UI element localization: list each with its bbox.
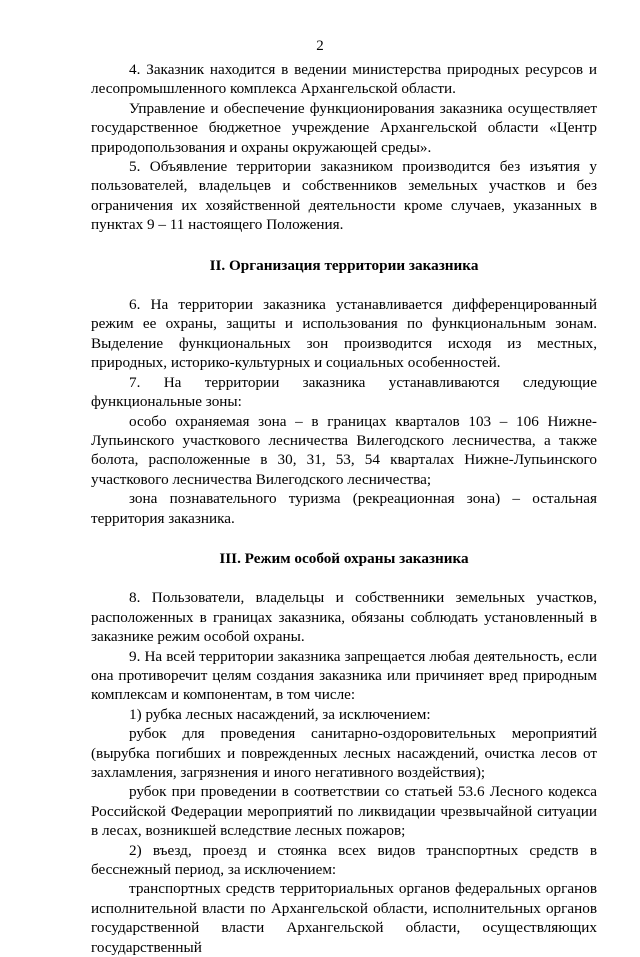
list-item-1: 1) рубка лесных насаждений, за исключением: xyxy=(129,705,431,723)
list-subitem-fire: рубок при проведении в соответствии со статьей 53.6 Лесного кодекса Российской Федерации мероприятий по ликвидации чрезвычайной ситуации в лесах, возникшей вследствие лесных пожаров; xyxy=(91,783,597,840)
paragraph-4: 4. Заказник находится в ведении министерства природных ресурсов и лесопромышленного комплекса Архангельской области. xyxy=(91,61,597,98)
paragraph-protected-zone: особо охраняемая зона – в границах кварталов 103 – 106 Нижне-Лупьинского участкового лесничества Вилегодского лесничества, а также болота, расположенные в 30, 31, 53, 54 кварталах Нижне-Лупьинского участкового лесничества Вилегодского лесничества; xyxy=(91,412,597,488)
paragraph-management: Управление и обеспечение функционирования заказника осуществляет государственное бюджетное учреждение Архангельской области «Центр природопользования и охраны окружающей среды». xyxy=(91,99,597,156)
paragraph-8: 8. Пользователи, владельцы и собственники земельных участков, расположенных в границах заказника, обязаны соблюдать установленный в заказнике режим особой охраны. xyxy=(91,589,597,646)
list-subitem-transport: транспортных средств территориальных органов федеральных органов исполнительной власти по Архангельской области, исполнительных органов государственной власти Архангельской области, осуществляющих государственный xyxy=(91,880,597,956)
paragraph-recreation-zone: зона познавательного туризма (рекреационная зона) – остальная территория заказника. xyxy=(91,490,597,527)
paragraph-6: 6. На территории заказника устанавливается дифференцированный режим ее охраны, защиты и использования по функциональным зонам. Выделение функциональных зон производится исходя из местных, природных, историко-культурных и социальных особенностей. xyxy=(91,296,597,372)
paragraph-9: 9. На всей территории заказника запрещается любая деятельность, если она противоречит целям создания заказника или причиняет вред природным комплексам и компонентам, в том числе: xyxy=(91,647,597,704)
list-item-2: 2) въезд, проезд и стоянка всех видов транспортных средств в бесснежный период, за исключением: xyxy=(91,841,597,879)
list-subitem-sanitary: рубок для проведения санитарно-оздоровительных мероприятий (вырубка погибших и поврежденных лесных насаждений, очистка лесов от захламления, загрязнения и иного негативного воздействия); xyxy=(91,725,597,781)
page-number: 2 xyxy=(316,38,324,54)
section-3-heading: III. Режим особой охраны заказника xyxy=(219,549,469,567)
paragraph-7: 7. На территории заказника устанавливаются следующие функциональные зоны: xyxy=(91,373,597,411)
paragraph-5: 5. Объявление территории заказником производится без изъятия у пользователей, владельцев и собственников земельных участков и без ограничения их хозяйственной деятельности кроме случаев, указанных в пунктах 9 – 11 настоящего Положения. xyxy=(91,158,597,234)
section-2-heading: II. Организация территории заказника xyxy=(209,256,479,274)
document-body xyxy=(91,60,597,957)
